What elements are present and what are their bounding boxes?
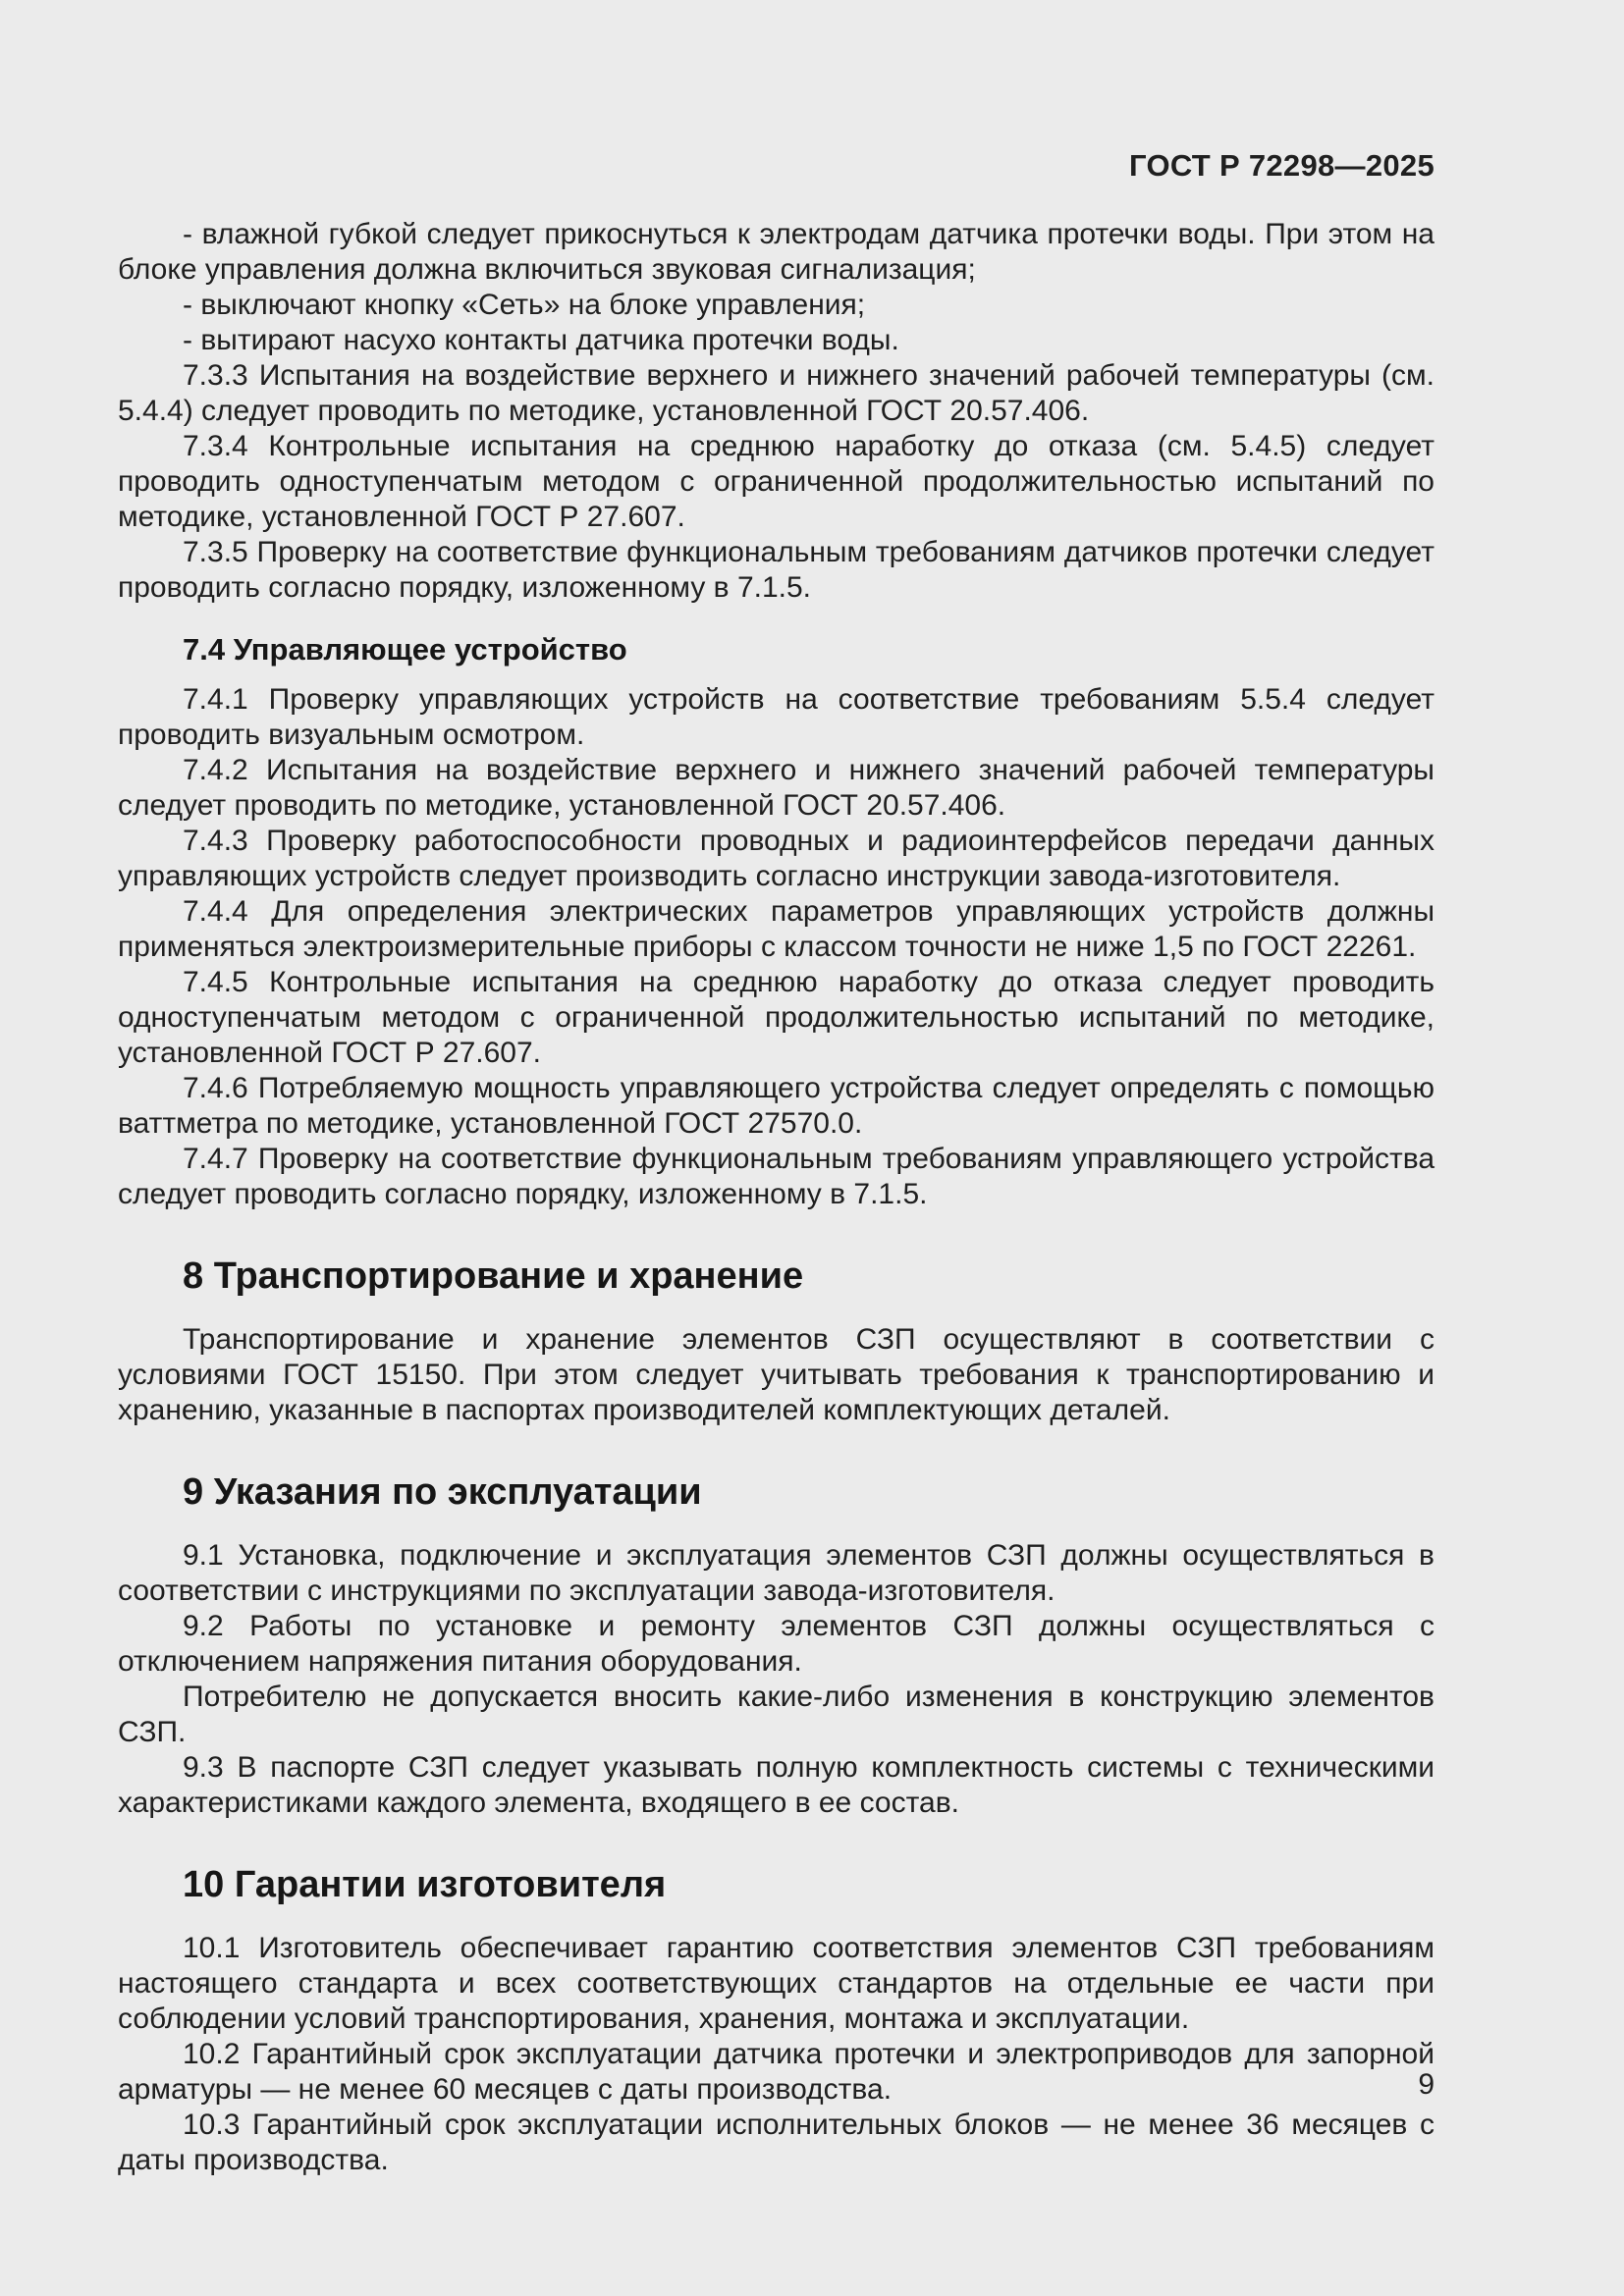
subsection-heading: 7.4 Управляющее устройство	[183, 632, 627, 667]
paragraph: Транспортирование и хранение элементов СЗП осуществляют в соответствии с условиями ГОСТ 15150. При этом следует учитывать требования к транспортированию и хранению, указанные в паспортах производителей комплектующих деталей.	[118, 1323, 1435, 1426]
paragraph: 10.3 Гарантийный срок эксплуатации исполнительных блоков — не менее 36 месяцев с даты производства.	[118, 2109, 1435, 2176]
paragraph: 9.3 В паспорте СЗП следует указывать полную комплектность системы с техническими характеристиками каждого элемента, входящего в ее состав.	[118, 1751, 1435, 1819]
paragraph: 7.4.1 Проверку управляющих устройств на соответствие требованиям 5.5.4 следует проводить визуальным осмотром.	[118, 683, 1435, 751]
paragraph: 7.4.4 Для определения электрических параметров управляющих устройств должны применяться электроизмерительные приборы с классом точности не ниже 1,5 по ГОСТ 22261.	[118, 895, 1435, 963]
paragraph: 9.2 Работы по установке и ремонту элементов СЗП должны осуществляться с отключением напряжения питания оборудования.	[118, 1610, 1435, 1678]
paragraph: 7.4.7 Проверку на соответствие функциональным требованиям управляющего устройства следует проводить согласно порядку, изложенному в 7.1.5.	[118, 1143, 1435, 1210]
list-item: - выключают кнопку «Сеть» на блоке управления;	[183, 289, 866, 321]
paragraph: Потребителю не допускается вносить какие-либо изменения в конструкцию элементов СЗП.	[118, 1681, 1435, 1748]
paragraph: 7.4.6 Потребляемую мощность управляющего устройства следует определять с помощью ваттметра по методике, установленной ГОСТ 27570.0.	[118, 1072, 1435, 1140]
paragraph: 7.3.5 Проверку на соответствие функциональным требованиям датчиков протечки следует проводить согласно порядку, изложенному в 7.1.5.	[118, 536, 1435, 604]
list-item: - вытирают насухо контакты датчика протечки воды.	[183, 324, 899, 356]
paragraph: 10.1 Изготовитель обеспечивает гарантию соответствия элементов СЗП требованиям настоящего стандарта и всех соответствующих стандартов на отдельные ее части при соблюдении условий транспортирования, хранения, монтажа и эксплуатации.	[118, 1932, 1435, 2035]
paragraph: 7.4.3 Проверку работоспособности проводных и радиоинтерфейсов передачи данных управляющих устройств следует производить согласно инструкции завода-изготовителя.	[118, 825, 1435, 892]
paragraph: 7.4.5 Контрольные испытания на среднюю наработку до отказа следует проводить одноступенчатым методом с ограниченной продолжительностью испытаний по методике, установленной ГОСТ Р 27.607.	[118, 966, 1435, 1069]
paragraph: 7.3.4 Контрольные испытания на среднюю наработку до отказа (см. 5.4.5) следует проводить одноступенчатым методом с ограниченной продолжительностью испытаний по методике, установленной ГОСТ Р 27.607.	[118, 430, 1435, 533]
page-header: ГОСТ Р 72298—2025	[1129, 148, 1435, 183]
section-heading: 10 Гарантии изготовителя	[183, 1864, 667, 1905]
paragraph: 7.4.2 Испытания на воздействие верхнего и нижнего значений рабочей температуры следует проводить по методике, установленной ГОСТ 20.57.406.	[118, 754, 1435, 822]
document-body	[118, 217, 1435, 2178]
paragraph: 9.1 Установка, подключение и эксплуатация элементов СЗП должны осуществляться в соответствии с инструкциями по эксплуатации завода-изготовителя.	[118, 1539, 1435, 1607]
section-heading: 8 Транспортирование и хранение	[183, 1255, 804, 1297]
list-item: - влажной губкой следует прикоснуться к электродам датчика протечки воды. При этом на блоке управления должна включиться звуковая сигнализация;	[118, 218, 1435, 286]
page-number: 9	[1418, 2068, 1435, 2101]
section-heading: 9 Указания по эксплуатации	[183, 1471, 702, 1513]
paragraph: 7.3.3 Испытания на воздействие верхнего и нижнего значений рабочей температуры (см. 5.4.4) следует проводить по методике, установленной ГОСТ 20.57.406.	[118, 359, 1435, 427]
paragraph: 10.2 Гарантийный срок эксплуатации датчика протечки и электроприводов для запорной арматуры — не менее 60 месяцев с даты производства.	[118, 2038, 1435, 2106]
